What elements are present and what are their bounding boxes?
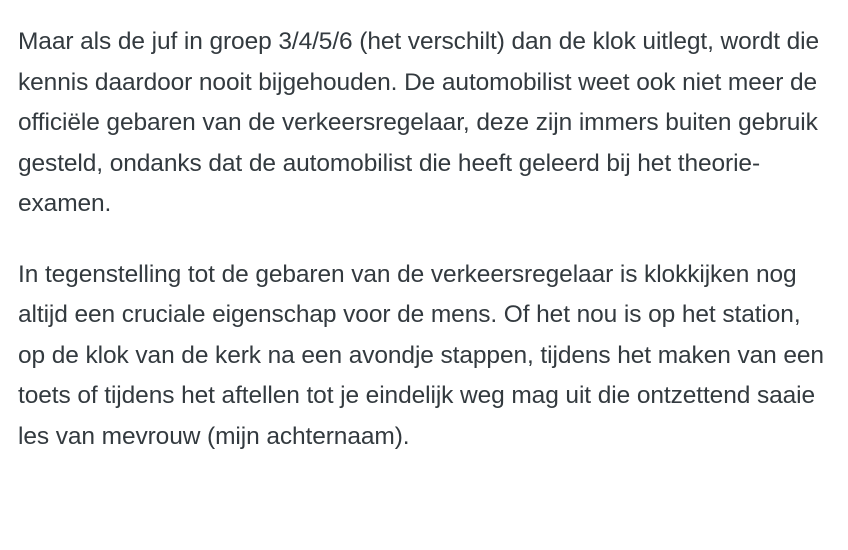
paragraph: In tegenstelling tot de gebaren van de verkeersregelaar is klokkijken nog altijd een cruciale eigenschap voor de mens. Of het nou is op het station, op de klok van de kerk na een avondje stappen, tijdens het maken van een toets of tijdens het aftellen tot je eindelijk weg mag uit die ontzettend saaie les van mevrouw (mijn achternaam). xyxy=(18,260,824,450)
paragraph: Maar als de juf in groep 3/4/5/6 (het verschilt) dan de klok uitlegt, wordt die kennis daardoor nooit bijgehouden. De automobilist weet ook niet meer de officiële gebaren van de verkeersregelaar, deze zijn immers buiten gebruik gesteld, ondanks dat de automobilist die heeft geleerd bij het theorie-examen. xyxy=(18,28,820,217)
